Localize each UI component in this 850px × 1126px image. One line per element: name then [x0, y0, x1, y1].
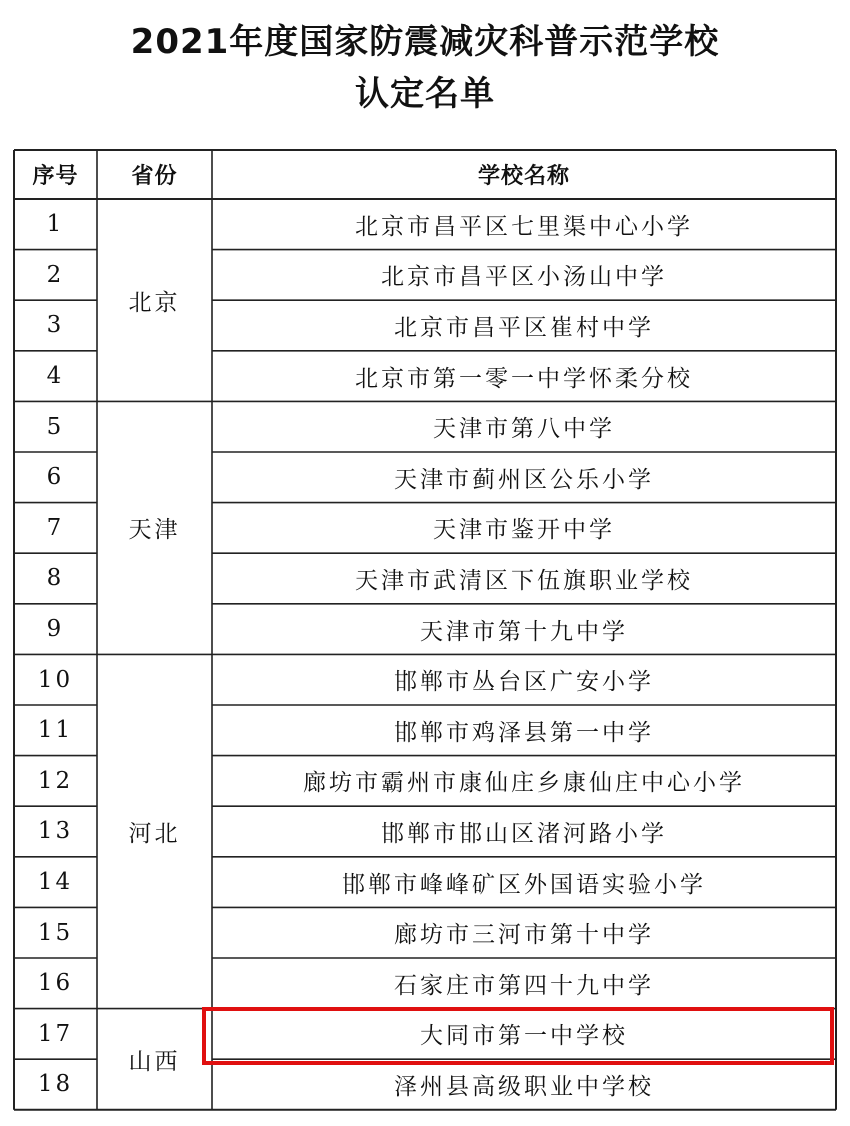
document-title: 2021年度国家防震减灾科普示范学校	[130, 22, 720, 62]
row-school-name: 廊坊市霸州市康仙庄乡康仙庄中心小学	[303, 770, 745, 797]
row-school-name: 北京市第一零一中学怀柔分校	[355, 365, 693, 392]
row-seq-number: 11	[37, 717, 74, 744]
row-seq-number: 18	[37, 1071, 74, 1098]
row-school-name: 天津市鉴开中学	[433, 517, 615, 544]
row-seq-number: 15	[37, 919, 74, 946]
province-cell: 河北	[128, 820, 181, 847]
row-seq-number: 6	[46, 464, 65, 491]
province-cell: 北京	[128, 289, 181, 316]
row-seq-number: 8	[46, 565, 65, 592]
row-school-name: 廊坊市三河市第十中学	[394, 922, 654, 949]
row-seq-number: 13	[37, 818, 74, 845]
row-seq-number: 3	[46, 312, 65, 339]
row-school-name: 北京市昌平区七里渠中心小学	[355, 213, 693, 240]
row-seq-number: 10	[37, 666, 74, 693]
row-school-name: 天津市第八中学	[433, 416, 615, 443]
row-seq-number: 4	[46, 363, 65, 390]
row-seq-number: 7	[46, 514, 65, 541]
header-seq: 序号	[32, 164, 79, 189]
header-province: 省份	[131, 164, 178, 189]
row-school-name: 天津市武清区下伍旗职业学校	[355, 567, 693, 594]
row-school-name: 天津市第十九中学	[420, 618, 628, 645]
row-seq-number: 17	[37, 1020, 74, 1047]
row-seq-number: 16	[37, 970, 74, 997]
row-school-name: 石家庄市第四十九中学	[394, 972, 654, 999]
row-school-name: 北京市昌平区小汤山中学	[381, 264, 667, 291]
row-seq-number: 14	[37, 869, 74, 896]
province-cell: 天津	[128, 517, 181, 544]
row-seq-number: 9	[46, 616, 65, 643]
row-school-name: 邯郸市鸡泽县第一中学	[394, 719, 654, 746]
row-school-name: 泽州县高级职业中学校	[394, 1073, 654, 1100]
row-school-name: 大同市第一中学校	[420, 1023, 628, 1050]
row-seq-number: 2	[46, 261, 65, 288]
highlight-box	[202, 1007, 834, 1066]
row-school-name: 邯郸市邯山区渚河路小学	[381, 820, 667, 847]
province-cell: 山西	[128, 1048, 181, 1075]
row-seq-number: 12	[37, 767, 74, 794]
row-school-name: 北京市昌平区崔村中学	[394, 314, 654, 341]
row-school-name: 邯郸市峰峰矿区外国语实验小学	[342, 871, 706, 898]
row-seq-number: 1	[46, 211, 65, 238]
row-school-name: 邯郸市丛台区广安小学	[394, 669, 654, 696]
row-seq-number: 5	[46, 413, 65, 440]
document-subtitle: 认定名单	[355, 74, 495, 114]
header-school-name: 学校名称	[477, 164, 570, 189]
row-school-name: 天津市蓟州区公乐小学	[394, 466, 654, 493]
